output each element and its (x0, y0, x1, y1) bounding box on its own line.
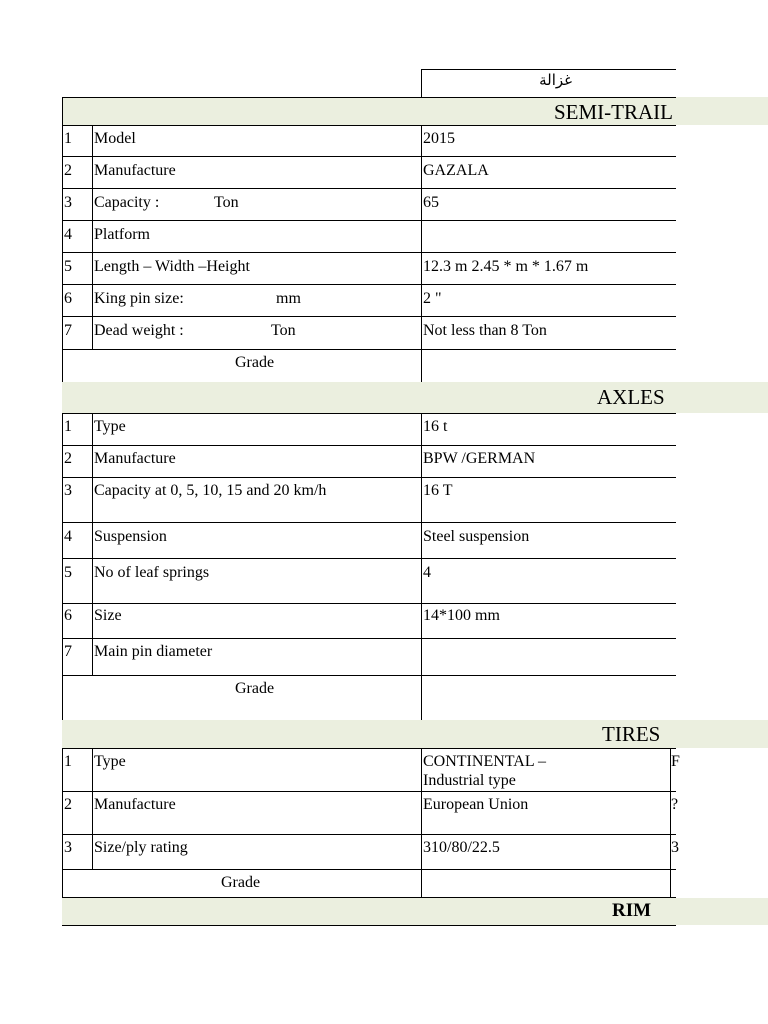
row-extra-tire-manufacture: ? (671, 796, 679, 813)
row-value-manufacture: GAZALA (423, 162, 489, 179)
row-value-model: 2015 (423, 130, 455, 147)
row-value-tire-type-line1: CONTINENTAL – (423, 753, 546, 770)
header-arabic-text: غزالة (539, 71, 572, 89)
row-number: 3 (64, 194, 72, 211)
row-value-axle-manufacture: BPW /GERMAN (423, 450, 536, 467)
row-number: 4 (64, 528, 72, 545)
row-value-dead-weight: Not less than 8 Ton (423, 322, 547, 339)
row-number: 2 (64, 796, 72, 813)
row-value-capacity: 65 (423, 194, 439, 211)
row-number: 2 (64, 450, 72, 467)
row-value-axle-capacity: 16 T (423, 482, 453, 499)
row-label-axle-manufacture: Manufacture (94, 450, 176, 467)
row-label-size: Size (94, 607, 122, 624)
row-unit-dead-weight: Ton (271, 322, 296, 339)
row-label-tire-manufacture: Manufacture (94, 796, 176, 813)
row-label-platform: Platform (94, 226, 150, 243)
row-number: 1 (64, 418, 72, 435)
row-number: 4 (64, 226, 72, 243)
grade-label: Grade (235, 354, 275, 371)
row-number: 3 (64, 839, 72, 856)
row-label-leaf-springs: No of leaf springs (94, 564, 210, 581)
row-number: 3 (64, 482, 72, 499)
section-title-semi-trailer: SEMI-TRAIL (554, 100, 673, 124)
row-value-axle-type: 16 t (423, 418, 448, 435)
row-number: 7 (64, 643, 72, 660)
section-band-tires (62, 720, 768, 748)
section-band-rim (62, 898, 768, 925)
section-title-axles: AXLES (597, 385, 665, 409)
row-label-tire-type: Type (94, 753, 126, 770)
grade-label: Grade (221, 874, 261, 891)
row-value-size: 14*100 mm (423, 607, 500, 624)
section-title-rim: RIM (612, 900, 652, 921)
row-value-tire-manufacture: European Union (423, 796, 529, 813)
row-number: 6 (64, 607, 72, 624)
row-number: 1 (64, 753, 72, 770)
row-value-dimensions: 12.3 m 2.45 * m * 1.67 m (423, 258, 589, 275)
row-unit-king-pin: mm (276, 290, 301, 307)
row-number: 5 (64, 258, 72, 275)
row-label-axle-capacity: Capacity at 0, 5, 10, 15 and 20 km/h (94, 482, 327, 499)
row-number: 7 (64, 322, 72, 339)
row-number: 6 (64, 290, 72, 307)
row-label-dead-weight: Dead weight : (94, 322, 184, 339)
section-title-tires: TIRES (602, 722, 661, 746)
row-unit-capacity: Ton (214, 194, 239, 211)
row-value-suspension: Steel suspension (423, 528, 530, 545)
row-label-axle-type: Type (94, 418, 126, 435)
row-label-manufacture: Manufacture (94, 162, 176, 179)
grade-label: Grade (235, 680, 275, 697)
row-number: 5 (64, 564, 72, 581)
row-label-dimensions: Length – Width –Height (94, 258, 250, 275)
row-extra-ply-rating: 3 (671, 839, 679, 856)
row-value-ply-rating: 310/80/22.5 (423, 839, 500, 856)
row-label-suspension: Suspension (94, 528, 167, 545)
row-number: 1 (64, 130, 72, 147)
row-extra-tire-type: F (671, 753, 680, 770)
row-label-main-pin: Main pin diameter (94, 643, 213, 660)
row-value-leaf-springs: 4 (423, 564, 431, 581)
row-label-capacity: Capacity : (94, 194, 160, 211)
row-label-king-pin: King pin size: (94, 290, 184, 307)
row-value-king-pin: 2 " (423, 290, 442, 307)
row-value-tire-type-line2: Industrial type (423, 772, 516, 789)
row-label-model: Model (94, 130, 136, 147)
row-label-ply-rating: Size/ply rating (94, 839, 188, 856)
row-number: 2 (64, 162, 72, 179)
